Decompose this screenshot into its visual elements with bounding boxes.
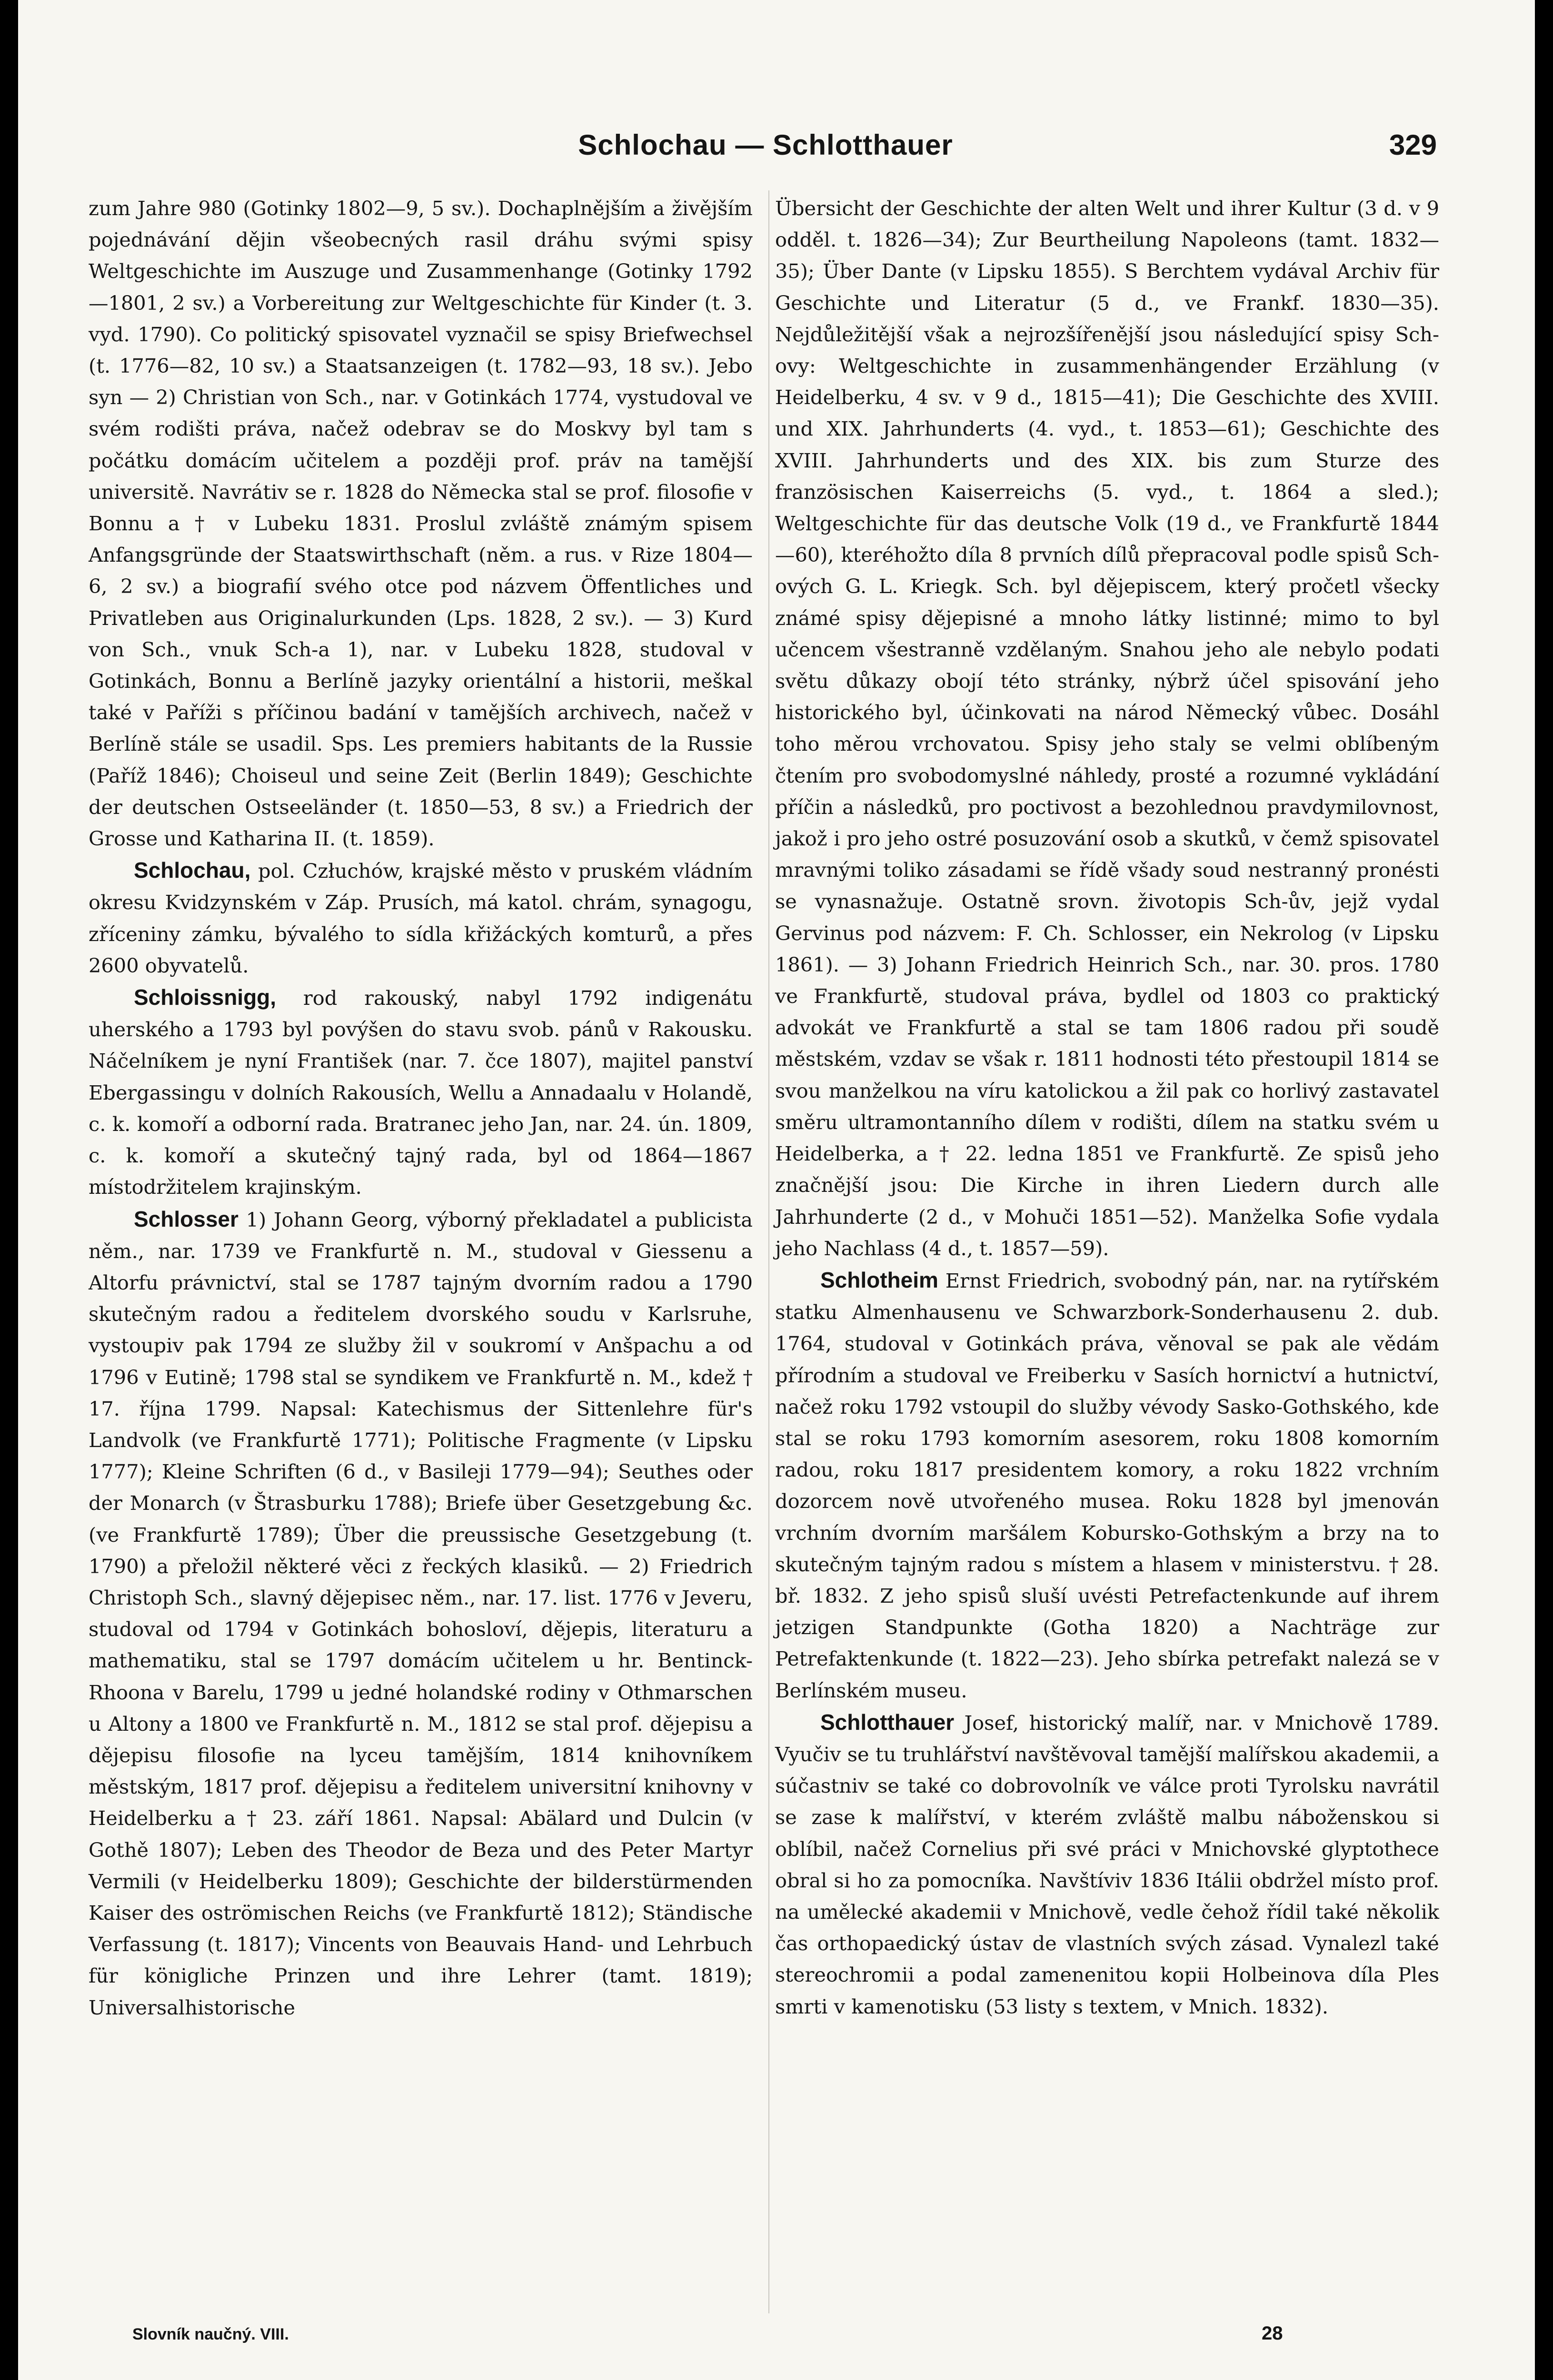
page-number: 329 [1389,129,1437,161]
right-column [775,193,1439,2023]
headword: Schlotheim [820,1267,938,1292]
entry-schlotthauer: Schlotthauer Josef, historický malíř, nar. v Mnichově 1789. Vyučiv se tu truhlářství navštěvoval tamější malířskou akademii, a súčastniv se také co dobrovolník ve válce proti Tyrolsku navrátil se zase k malířství, v kterém zvláště malbu náboženskou si oblíbil, načež Cornelius při své práci v Mnichovské glyptothece obral si ho za pomocníka. Navštíviv 1836 Itálii obdržel místo prof. na umělecké akademii v Mnichově, vedle čehož řídil také několik čas orthopaedický ústav de vlastních svých zásad. Vynalezl také stereochromii a podal zamenenitou kopii Holbeinova díla Ples smrti v kamenotisku (53 listy s textem, v Mnich. 1832). [775,1709,1439,2018]
entry-schlosser: Schlosser 1) Johann Georg, výborný překladatel a publicista něm., nar. 1739 ve Frankfurtě n. M., studoval v Giessenu a Altorfu právnictví, stal se 1787 tajným dvorním radou a 1790 skutečným radou a ředitelem dvorského soudu v Karlsruhe, vystoupiv pak 1794 ze služby žil v soukromí v Anšpachu a od 1796 v Eutině; 1798 stal se syndikem ve Frankfurtě n. M., kdež † 17. října 1799. Napsal: Katechismus der Sittenlehre für's Landvolk (ve Frankfurtě 1771); Politische Fragmente (v Lipsku 1777); Kleine Schriften (6 d., v Basileji 1779—94); Seuthes oder der Monarch (v Štrasburku 1788); Briefe über Gesetzgebung &c. (ve Frankfurtě 1789); Über die preussische Gesetzgebung (t. 1790) a přeložil některé věci z řeckých klasiků. — 2) Friedrich Christoph Sch., slavný dějepisec něm., nar. 17. list. 1776 v Jeveru, studoval od 1794 v Gotinkách bohosloví, dějepis, literaturu a mathematiku, stal se 1797 domácím učitelem u hr. Bentinck-Rhoona v Barelu, 1799 u jedné holandské rodiny v Othmarschen u Altony a 1800 ve Frankfurtě n. M., 1812 se stal prof. dějepisu a dějepisu filosofie na lyceu tamějším, 1814 knihovníkem městským, 1817 prof. dějepisu a ředitelem universitní knihovny v Heidelberku a † 23. září 1861. Napsal: Abälard und Dulcin (v Gothě 1807); Leben des Theodor de Beza und des Peter Martyr Vermili (v Heidelberku 1809); Geschichte der bilderstürmenden Kaiser des oströmischen Reichs (ve Frankfurtě 1812); Ständische Verfassung (t. 1817); Vincents von Beauvais Hand- und Lehrbuch für königliche Prinzen und ihre Lehrer (tamt. 1819); Universalhistorische [89,1206,753,2019]
entry-schloissnigg: Schloissnigg, rod rakouský, nabyl 1792 indigenátu uherského a 1793 byl povýšen do stavu svob. pánů v Rakousku. Náčelníkem je nyní František (nar. 7. čce 1807), majitel panství Ebergassingu v dolních Rakousích, Wellu a Annadaalu v Holandě, c. k. komoří a odborní rada. Bratranec jeho Jan, nar. 24. ún. 1809, c. k. komoří a skutečný tajný rada, byl od 1864—1867 místodržitelem krajinským. [89,985,753,1199]
running-head: Schlochau — Schlotthauer [578,129,953,161]
entry-schlotheim: Schlotheim Ernst Friedrich, svobodný pán, nar. na rytířském statku Almenhausenu ve Schwarzbork-Sonderhausenu 2. dub. 1764, studoval v Gotinkách práva, věnoval se pak ale vědám přírodním a studoval ve Freiberku v Sasích hornictví a hutnictví, načež roku 1792 vstoupil do služby vévody Sasko-Gothského, kde stal se roku 1793 komorním asesorem, roku 1808 komorním radou, roku 1817 presidentem komory, a roku 1822 vrchním dozorcem nově utvořeného musea. Roku 1828 byl jmenován vrchním dvorním maršálem Kobursko-Gothským a brzy na to skutečným tajným radou s místem a hlasem v ministerstvu. † 28. bř. 1832. Z jeho spisů sluší uvésti Petrefactenkunde auf ihrem jetzigen Standpunkte (Gotha 1820) a Nachträge zur Petrefaktenkunde (t. 1822—23). Jeho sbírka petrefakt nalezá se v Berlínském museu. [775,1267,1439,1702]
column-divider [768,190,769,2313]
entry-continuation: Übersicht der Geschichte der alten Welt und ihrer Kultur (3 d. v 9 odděl. t. 1826—34); Zur Beurtheilung Napoleons (tamt. 1832—35); Über Dante (v Lipsku 1855). S Berchtem vydával Archiv für Geschichte und Literatur (5 d., ve Frankf. 1830—35). Nejdůležitější však a nejrozšířenější jsou následující spisy Sch-ovy: Weltgeschichte in zusammenhängender Erzählung (v Heidelberku, 4 sv. v 9 d., 1815—41); Die Geschichte des XVIII. und XIX. Jahrhunderts (4. vyd., t. 1853—61); Geschichte des XVIII. Jahrhunderts und des XIX. bis zum Sturze des französischen Kaiserreichs (5. vyd., t. 1864 a sled.); Weltgeschichte für das deutsche Volk (19 d., ve Frankfurtě 1844—60), kteréhožto díla 8 prvních dílů přepracoval podle spisů Sch-ových G. L. Kriegk. Sch. byl dějepiscem, který pročetl všecky známé spisy dějepisné a mnoho látky listinné; mimo to byl učencem všestranně vzdělaným. Snahou jeho ale nebylo podati světu důkazy obojí této stránky, nýbrž účel spisování jeho historického byl, účinkovati na národ Německý vůbec. Dosáhl toho měrou vrchovatou. Spisy jeho staly se velmi oblíbeným čtením pro svobodomyslné náhledy, prosté a rozumné vykládání příčin a následků, pro poctivost a bezohlednou pravdymilovnost, jakož i pro jeho ostré posuzování osob a skutků, v čemž spisovatel mravnými toliko zásadami se řídě všady soud nestranný pronésti se vynasnažuje. Ostatně srovn. životopis Sch-ův, jejž vydal Gervinus pod názvem: F. Ch. Schlosser, ein Nekrolog (v Lipsku 1861). — 3) Johann Friedrich Heinrich Sch., nar. 30. pros. 1780 ve Frankfurtě, studoval práva, bydlel od 1803 co praktický advokát ve Frankfurtě a stal se tam 1806 radou při soudě městském, vzdav se však r. 1811 hodnosti této přestoupil 1814 se svou manželkou na víru katolickou a žil pak co horlivý zastavatel směru ultramontanního dílem v rodišti, dílem na statku svém u Heidelberka, a † 22. ledna 1851 ve Frankfurtě. Ze spisů jeho značnější jsou: Die Kirche in ihren Liedern durch alle Jahrhunderte (2 d., v Mohuči 1851—52). Manželka Sofie vydala jeho Nachlass (4 d., t. 1857—59). [775,197,1439,1260]
sheet-number: 28 [1262,2323,1283,2344]
book-page [18,0,1535,2380]
headword: Schlosser [134,1206,239,1231]
page-header [94,129,1437,171]
headword: Schloissnigg, [134,985,277,1010]
printer-signature: Slovník naučný. VIII. [132,2325,289,2343]
left-column [89,193,753,2023]
headword: Schlochau, [134,858,251,883]
entry-schlochau: Schlochau, pol. Człuchów, krajské město v pruském vládním okresu Kvidzynském v Záp. Prusích, má katol. chrám, synagogu, zříceniny zámku, bývalého to sídla křižáckých komturů, a přes 2600 obyvatelů. [89,858,753,977]
entry-continuation: zum Jahre 980 (Gotinky 1802—9, 5 sv.). Dochaplnějším a živějším pojednávání dějin všeobecných rasil dráhu svými spisy Weltgeschichte im Auszuge und Zusammenhange (Gotinky 1792—1801, 2 sv.) a Vorbereitung zur Weltgeschichte für Kinder (t. 3. vyd. 1790). Co politický spisovatel vyznačil se spisy Briefwechsel (t. 1776—82, 10 sv.) a Staatsanzeigen (t. 1782—93, 18 sv.). Jebo syn — 2) Christian von Sch., nar. v Gotinkách 1774, vystudoval ve svém rodišti práva, načež odebrav se do Moskvy byl tam s počátku domácím učitelem a později prof. práv na tamější universitě. Navrátiv se r. 1828 do Německa stal se prof. filosofie v Bonnu a † v Lubeku 1831. Proslul zvláště známým spisem Anfangsgründe der Staatswirthschaft (něm. a rus. v Rize 1804—6, 2 sv.) a biografií svého otce pod názvem Öffentliches und Privatleben aus Originalurkunden (Lps. 1828, 2 sv.). — 3) Kurd von Sch., vnuk Sch-a 1), nar. v Lubeku 1828, studoval v Gotinkách, Bonnu a Berlíně jazyky orientální a historii, meškal také v Paříži s příčinou badání v tamějších archivech, načež v Berlíně stále se usadil. Sps. Les premiers habitants de la Russie (Paříž 1846); Choiseul und seine Zeit (Berlin 1849); Geschichte der deutschen Ostseeländer (t. 1850—53, 8 sv.) a Friedrich der Grosse und Katharina II. (t. 1859). [89,197,753,851]
headword: Schlotthauer [820,1709,955,1735]
